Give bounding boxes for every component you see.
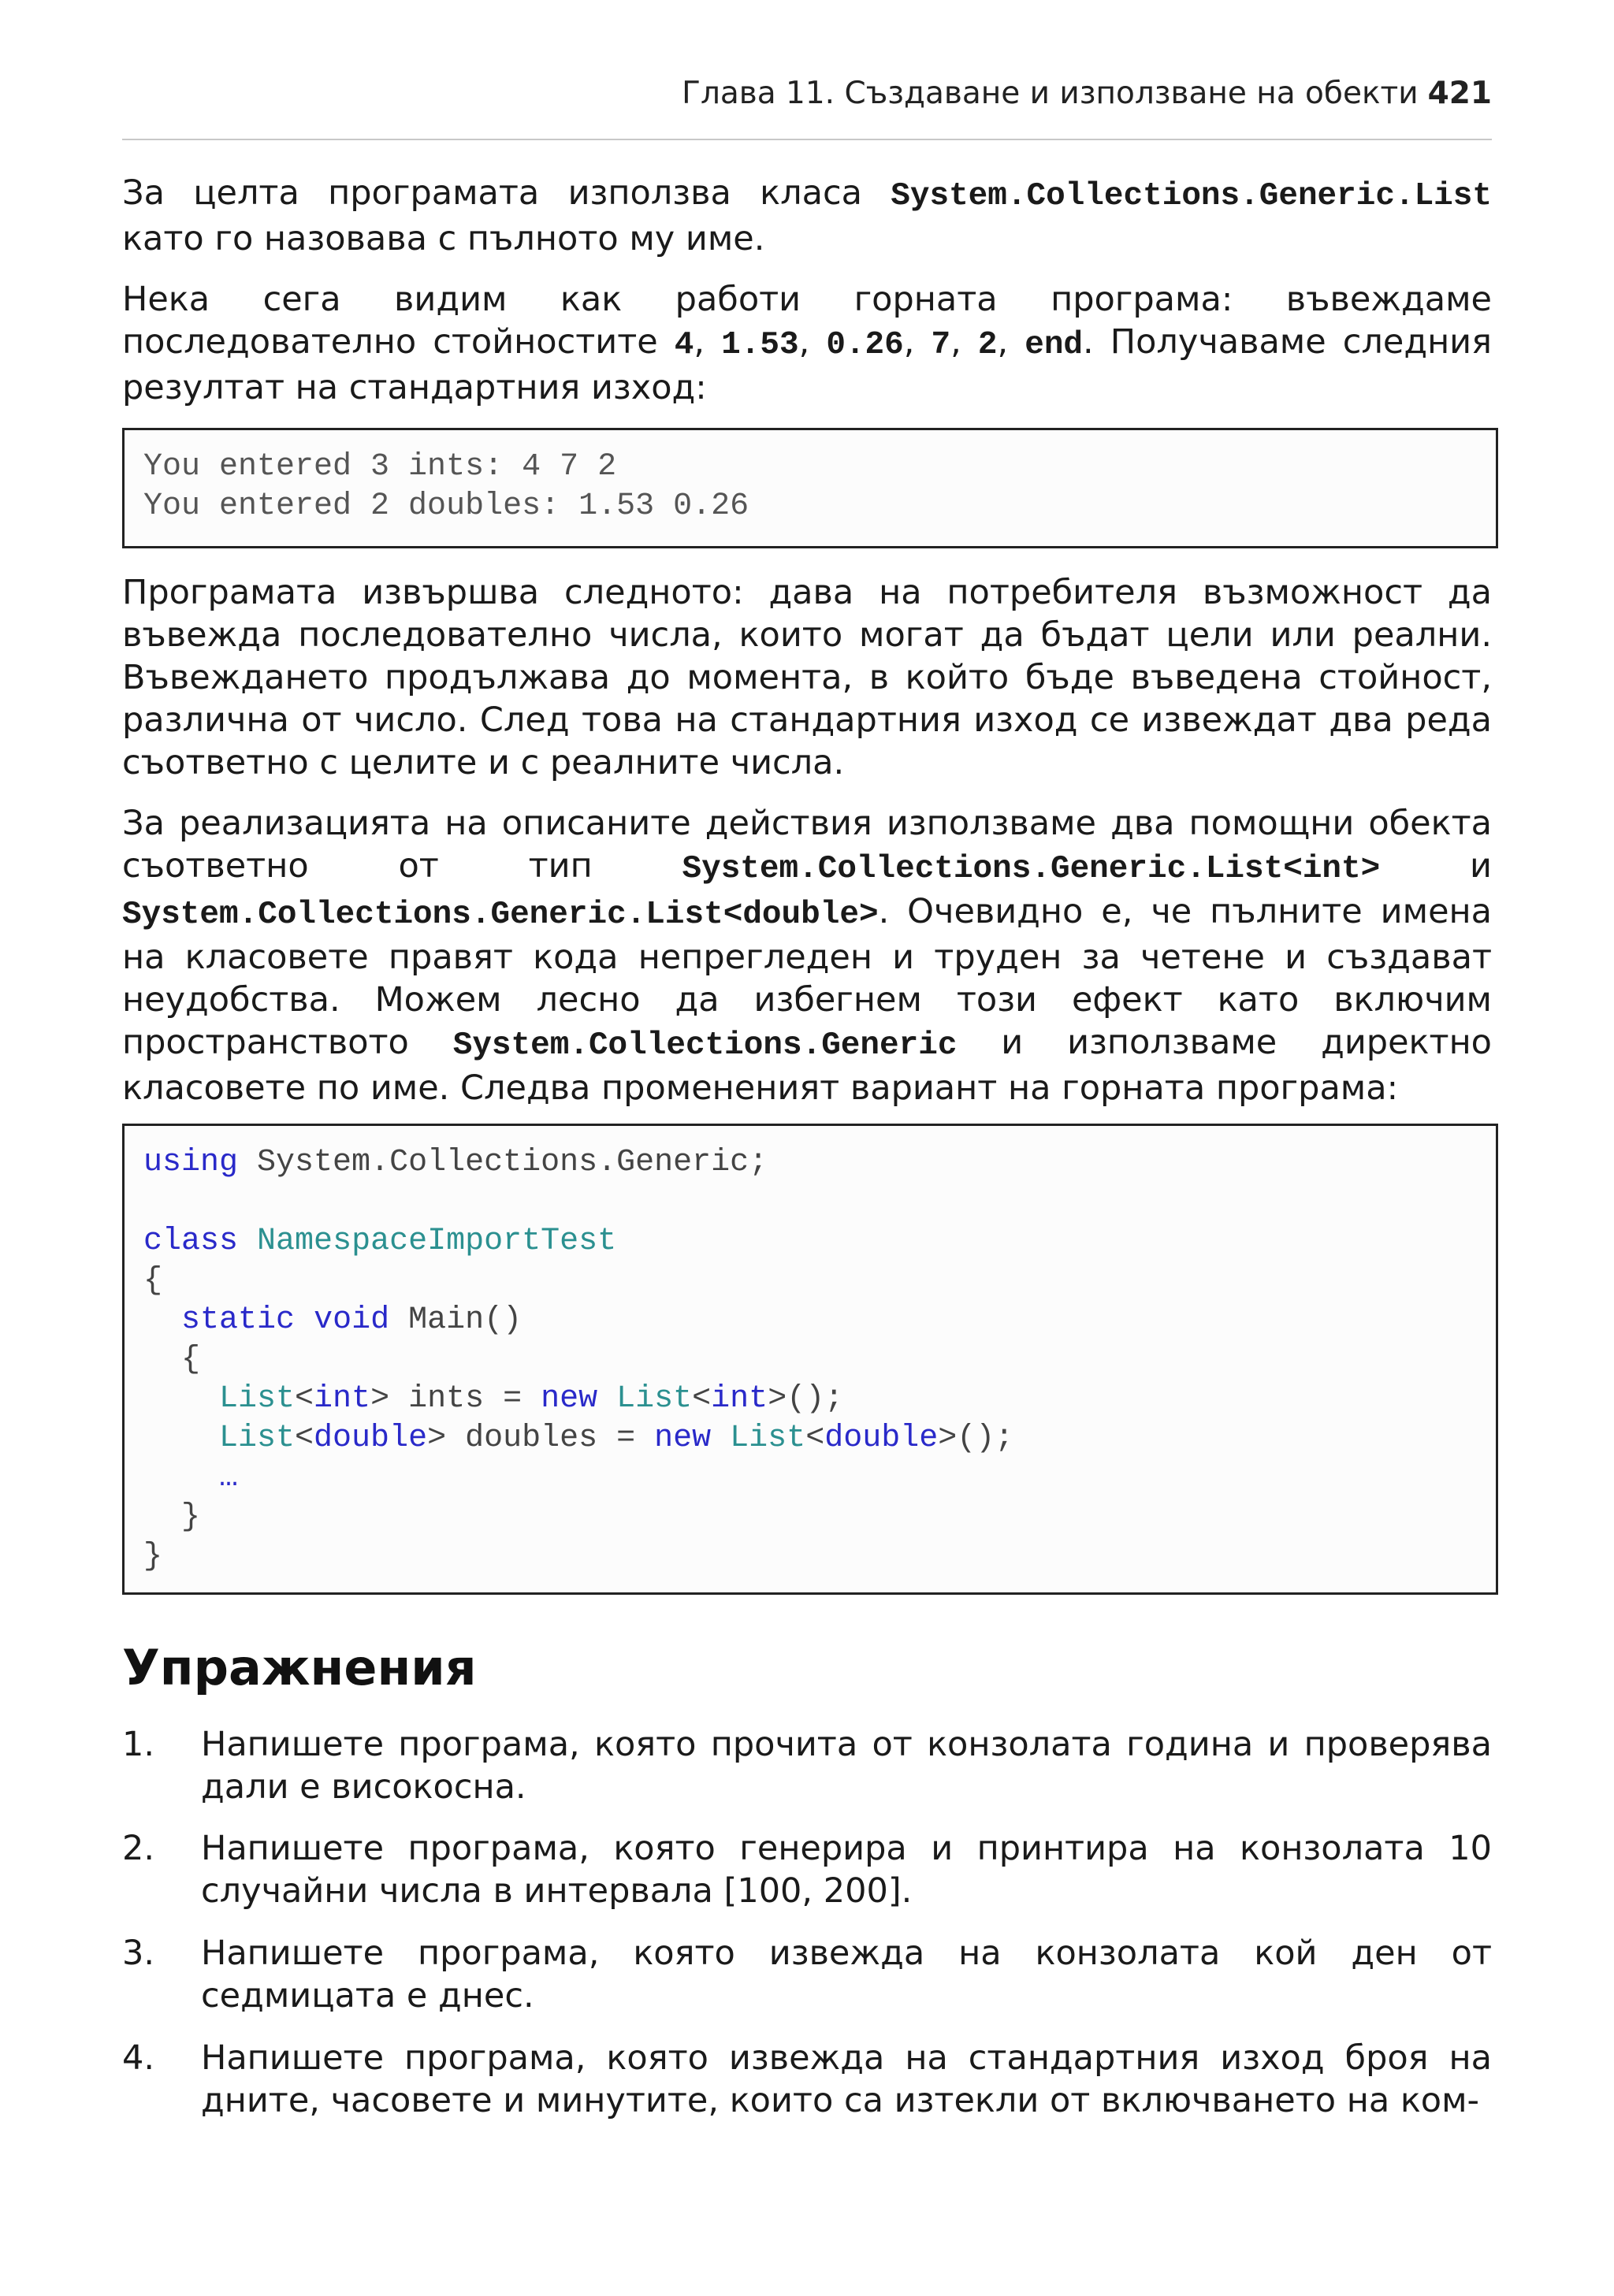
exercise-number: 3. bbox=[122, 1934, 155, 1973]
console-output bbox=[143, 448, 749, 526]
code-token: } bbox=[181, 1499, 201, 1535]
code-token: { bbox=[143, 1263, 163, 1298]
separator: , bbox=[798, 322, 827, 362]
paragraph-text: и използваме директно класовете по име. Следва промененият вариант на горната програма: bbox=[122, 1023, 1492, 1108]
section-heading: Упражнения bbox=[122, 1639, 477, 1696]
separator: , bbox=[950, 322, 978, 362]
code-token: (); bbox=[787, 1381, 844, 1417]
code-token: ints = bbox=[389, 1381, 541, 1417]
output-line: You entered 2 doubles: 1.53 0.26 bbox=[143, 489, 749, 524]
code-ellipsis: … bbox=[219, 1460, 239, 1495]
exercise-text: Напишете програма, която генерира и принтира на конзолата 10 случайни числа в интервала [100, 200]. bbox=[201, 1829, 1492, 1911]
page-number: 421 bbox=[1427, 76, 1492, 111]
code-listing bbox=[122, 1124, 1498, 1595]
paragraph-3: Програмата извършва следното: дава на потребителя възможност да въвежда последователно числа, които могат да бъдат цели или реални. Въвеждането продължава до момента, в който бъде въведена стойност, различна от число. След това на стандартния изход се извеждат два реда съответно с целите и с реалните числа. bbox=[122, 573, 1492, 782]
code-token: System.Collections.Generic; bbox=[238, 1145, 768, 1180]
inline-code: 7 bbox=[931, 327, 951, 363]
exercise-text: Напишете програма, която прочита от конзолата година и проверява дали е високосна. bbox=[201, 1725, 1492, 1807]
keyword: new bbox=[541, 1381, 598, 1417]
separator: , bbox=[694, 322, 722, 362]
keyword: static bbox=[181, 1302, 296, 1338]
header-divider bbox=[122, 139, 1492, 140]
type-name: List bbox=[219, 1381, 296, 1417]
inline-code: System.Collections.Generic.List<double> bbox=[122, 897, 879, 933]
chapter-title: Глава 11. Създаване и използване на обекти bbox=[682, 76, 1419, 111]
code-token: { bbox=[181, 1342, 201, 1377]
code-token: Main() bbox=[408, 1302, 523, 1338]
inline-code: 1.53 bbox=[721, 327, 799, 363]
paragraph-text: За целта програмата използва класа bbox=[122, 173, 891, 213]
exercise-number: 1. bbox=[122, 1725, 155, 1764]
keyword: void bbox=[314, 1302, 390, 1338]
code-token: doubles = bbox=[446, 1421, 655, 1456]
exercise-number: 4. bbox=[122, 2038, 155, 2078]
separator: , bbox=[903, 322, 932, 362]
exercise-text: Напишете програма, която извежда на стандартния изход броя на дните, часовете и минутите, които са изтекли от включването на ком- bbox=[201, 2038, 1492, 2120]
inline-code: System.Collections.Generic.List bbox=[891, 178, 1492, 214]
paragraph-text: . Получаваме следния резултат на стандартния изход: bbox=[122, 322, 1492, 407]
keyword: double bbox=[314, 1421, 428, 1456]
paragraph-text: като го назовава с пълното му име. bbox=[122, 219, 765, 258]
output-line: You entered 3 ints: 4 7 2 bbox=[143, 449, 617, 485]
keyword: int bbox=[314, 1381, 371, 1417]
separator: , bbox=[997, 322, 1025, 362]
keyword: using bbox=[143, 1145, 239, 1180]
inline-code: 2 bbox=[977, 327, 998, 363]
paragraph-4 bbox=[122, 802, 1492, 1109]
keyword: new bbox=[654, 1421, 712, 1456]
inline-code: end bbox=[1025, 327, 1084, 363]
keyword: class bbox=[143, 1224, 239, 1259]
paragraph-text: За реализацията на описаните действия използваме два помощни обекта съответно от тип bbox=[122, 804, 1492, 886]
paragraph-text: и bbox=[1380, 846, 1492, 886]
paragraph-1 bbox=[122, 172, 1492, 260]
type-name: List bbox=[730, 1421, 806, 1456]
paragraph-2 bbox=[122, 278, 1492, 409]
code-text: using System.Collections.Generic; class NamespaceImportTest { static void Main() { List<int> ints = new List<int>(); List<double> doubles = new List<double>(); … } } bbox=[143, 1145, 1014, 1574]
keyword: double bbox=[824, 1421, 939, 1456]
inline-code: 4 bbox=[674, 327, 694, 363]
code-token: } bbox=[143, 1539, 163, 1574]
output-box bbox=[122, 428, 1498, 548]
type-name: List bbox=[219, 1421, 296, 1456]
inline-code: System.Collections.Generic bbox=[452, 1027, 958, 1064]
inline-code: 0.26 bbox=[826, 327, 904, 363]
paragraph-text: . Очевидно е, че пълните имена на класовете правят кода непрегледен и труден за четене и създават неудобства. Можем лесно да избегнем този ефект като включим пространството bbox=[122, 892, 1492, 1062]
running-header bbox=[122, 76, 1492, 111]
paragraph-text: Нека сега видим как работи горната програма: въвеждаме последователно стойностите bbox=[122, 280, 1492, 362]
type-name: List bbox=[616, 1381, 693, 1417]
exercise-number: 2. bbox=[122, 1829, 155, 1868]
code-token: (); bbox=[957, 1421, 1014, 1456]
keyword: int bbox=[711, 1381, 768, 1417]
exercise-text: Напишете програма, която извежда на конзолата кой ден от седмицата е днес. bbox=[201, 1934, 1492, 2016]
inline-code: System.Collections.Generic.List<int> bbox=[682, 851, 1381, 887]
type-name: NamespaceImportTest bbox=[257, 1224, 617, 1259]
